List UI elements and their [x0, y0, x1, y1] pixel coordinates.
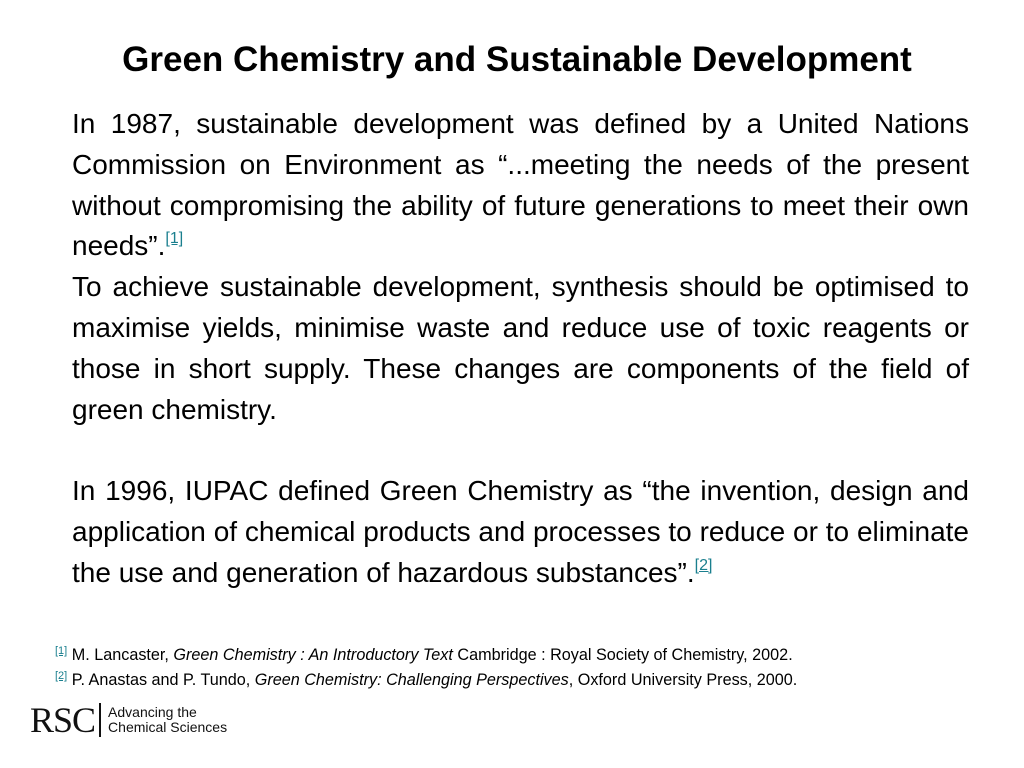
rsc-logo: [30, 700, 227, 740]
footnote-authors: P. Anastas and P. Tundo,: [71, 671, 251, 689]
footnote-book-title: Green Chemistry : An Introductory Text: [173, 646, 453, 664]
footnote-publisher: , Oxford University Press, 2000.: [568, 671, 798, 689]
slide-title: Green Chemistry and Sustainable Development: [122, 40, 912, 79]
citation-link-2[interactable]: [2]: [694, 556, 713, 574]
footnote-2: [55, 668, 985, 693]
footnotes: [55, 643, 985, 693]
paragraph-text: In 1996, IUPAC defined Green Chemistry as “the invention, design and application of chemical products and processes to reduce or to eliminate the use and generation of hazardous substances”.: [72, 475, 969, 588]
footnote-authors: M. Lancaster,: [71, 646, 169, 664]
footnote-1: [55, 643, 985, 668]
citation-link-1[interactable]: [1]: [165, 230, 184, 248]
footnote-marker-1[interactable]: [1]: [55, 645, 68, 657]
paragraph-text: In 1987, sustainable development was defined by a United Nations Commission on Environment as “...meeting the needs of the present without compromising the ability of future generations to meet their own needs”.: [72, 108, 969, 262]
logo-divider: [99, 703, 101, 737]
slide-body: [72, 104, 969, 594]
footnote-marker-2[interactable]: [2]: [55, 670, 68, 682]
paragraph-green-chemistry-synthesis: To achieve sustainable development, synthesis should be optimised to maximise yields, minimise waste and reduce use of toxic reagents or those in short supply. These changes are components of the field of green chemistry.: [72, 271, 969, 425]
logo-tagline-line-1: Advancing the: [108, 704, 197, 720]
logo-tagline-line-2: Chemical Sciences: [108, 719, 228, 735]
rsc-logo-mark: RSC: [30, 700, 96, 740]
footnote-publisher: Cambridge : Royal Society of Chemistry, 2002.: [457, 646, 793, 664]
footnote-book-title: Green Chemistry: Challenging Perspectives: [254, 671, 569, 689]
rsc-logo-tagline: [108, 705, 227, 735]
paragraph-sustainable-definition: [72, 104, 969, 267]
paragraph-iupac-definition: [72, 471, 969, 593]
